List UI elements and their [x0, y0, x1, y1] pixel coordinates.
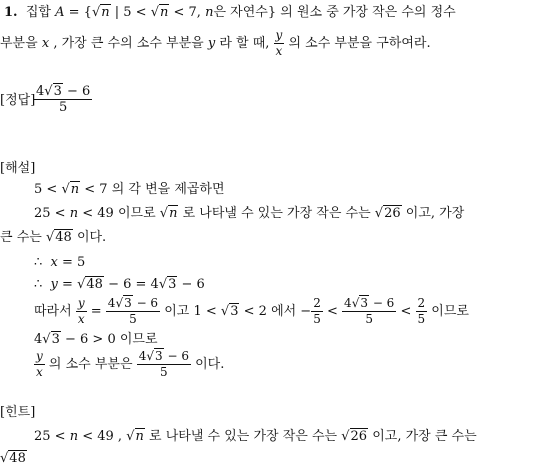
fraction: $\frac{4√3 - 6}{5}$ [138, 349, 189, 379]
set-def: = { [68, 5, 92, 20]
set-def: 은 자연수} [213, 5, 277, 20]
var-x: x [41, 36, 50, 51]
var-y: y [207, 36, 216, 51]
fraction: $\frac{y}{x}$ [36, 349, 43, 379]
fraction: $\frac{2}{5}$ [313, 296, 321, 326]
problem-text: , 가장 큰 수의 소수 부분을 [53, 36, 204, 51]
problem-number: 1. [4, 5, 18, 20]
hint-line-2 [0, 450, 27, 468]
problem-text: 집합 [25, 5, 51, 20]
therefore-symbol: ∴ [34, 255, 43, 270]
therefore-symbol: ∴ [34, 277, 43, 292]
explanation-line-3: 큰 수는 √48 이다. [0, 230, 107, 245]
explanation-line-8: $\frac{y}{x}$ 의 소수 부분은 $\frac{4√3 - 6}{5}$ 이다. [36, 349, 225, 379]
sqrt: √n [150, 5, 169, 20]
fraction-y-over-x: $\frac{y}{x}$ [275, 28, 283, 58]
explanation-line-5: ∴ y = √48 − 6 = 4√3 − 6 [34, 277, 205, 292]
sqrt: √3 [42, 332, 60, 347]
explanation-label: [해설] [0, 161, 36, 176]
var-n: n [205, 5, 214, 20]
explanation-line-7: 4√3 − 6 > 0 이므로 [34, 332, 158, 347]
fraction: $\frac{4√3 - 6}{5}$ [344, 296, 395, 326]
hint-line-1: 25 < n < 49 , √n 로 나타낼 수 있는 가장 작은 수는 √26 이고, 가장 큰 수는 [34, 429, 477, 444]
problem-line-1 [4, 4, 456, 22]
answer-label: [정답] [0, 93, 36, 108]
answer-fraction: $\frac{4√3 - 6}{5}$ [36, 84, 91, 115]
problem-text: 의 소수 부분을 구하여라. [288, 36, 431, 51]
sqrt: √26 [374, 206, 401, 221]
sqrt: √48 [77, 277, 103, 292]
sqrt: √n [61, 182, 80, 197]
fraction: $\frac{2}{5}$ [417, 296, 426, 326]
fraction: $\frac{y}{x}$ [77, 296, 85, 326]
explanation-line-1: 5 < √n < 7 의 각 변을 제곱하면 [34, 182, 225, 197]
hint-label: [힌트] [0, 405, 36, 420]
sqrt: √n [91, 5, 110, 20]
problem-line-2 [0, 28, 431, 59]
sqrt: √3 [158, 277, 177, 292]
explanation-line-2: 25 < n < 49 이므로 √n 로 나타낼 수 있는 가장 작은 수는 √26 이고, 가장 [34, 206, 465, 221]
fraction: $\frac{4√3 - 6}{5}$ [107, 296, 159, 326]
sqrt: √48 [0, 451, 26, 466]
explanation-line-4: ∴ x = 5 [34, 255, 86, 270]
set-name: A [55, 5, 65, 20]
problem-text: 라 할 때, [219, 36, 270, 51]
problem-text: 의 원소 중 가장 작은 수의 정수 [280, 5, 456, 20]
problem-text: 부분을 [0, 36, 38, 51]
sqrt: √26 [341, 429, 368, 444]
sqrt: √3 [220, 304, 239, 319]
set-def: < 7, [173, 5, 201, 20]
explanation-line-6: 따라서 $\frac{y}{x}$ = $\frac{4√3 - 6}{5}$ 이고 1 < √3 < 2 에서 − $\frac{2}{5}$ < $\frac{4√3 - 6}{5}$ < $\frac{2}{5}$ 이므로 [34, 296, 469, 326]
sqrt: √48 [45, 230, 72, 245]
set-def: | 5 < [114, 5, 147, 20]
sqrt: √n [159, 206, 178, 221]
sqrt: √n [126, 429, 144, 444]
answer-value [34, 84, 92, 115]
